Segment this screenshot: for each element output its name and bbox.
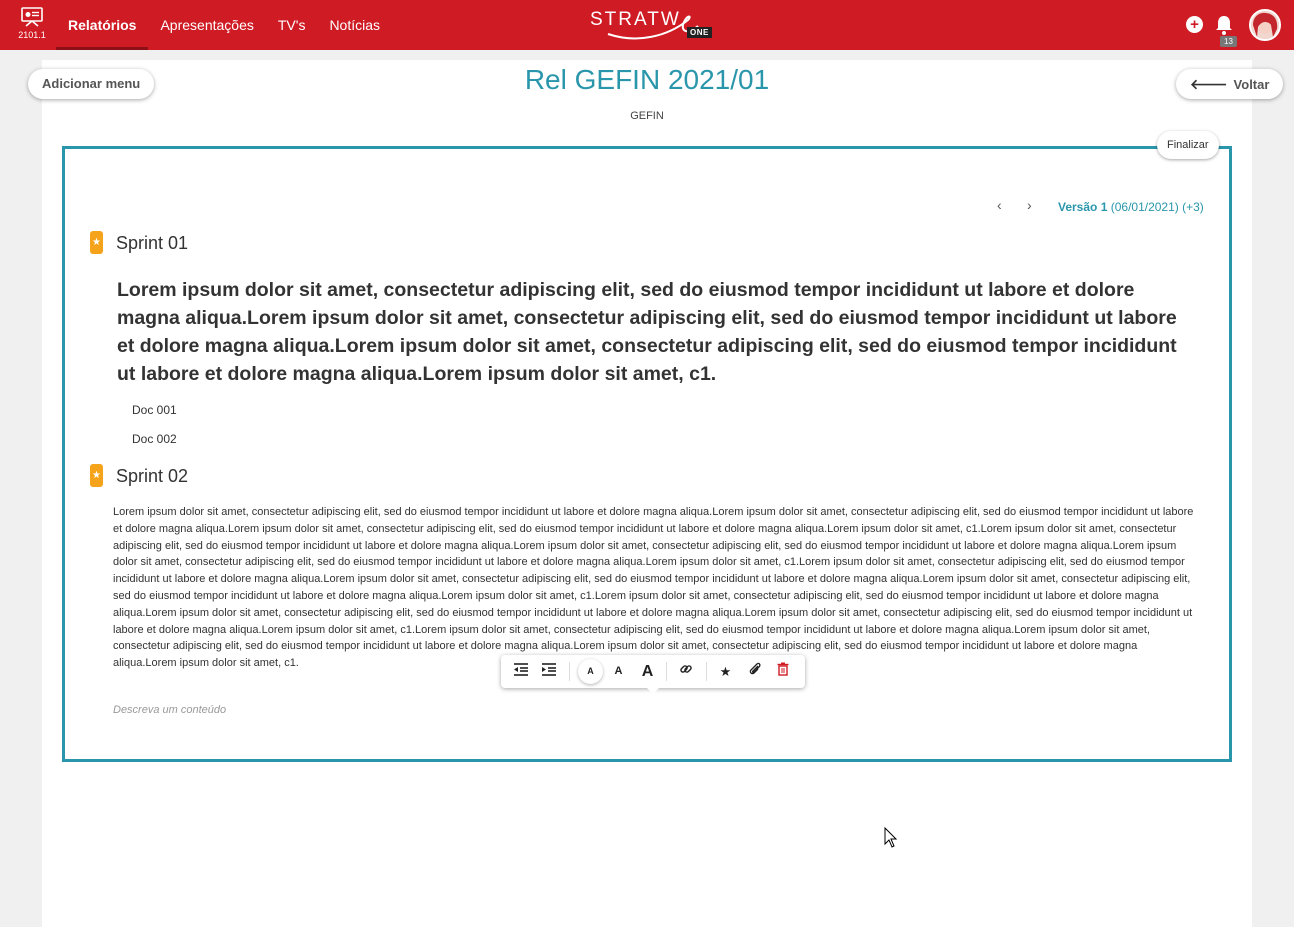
paperclip-icon[interactable] — [742, 659, 767, 684]
brand-name: STRATW — [590, 9, 681, 30]
nav-item-tvs[interactable]: TV's — [277, 17, 306, 33]
nav-item-relatorios[interactable]: Relatórios — [56, 0, 148, 50]
trash-icon[interactable] — [770, 659, 795, 684]
top-navbar — [0, 0, 1294, 50]
version-number: Versão 1 — [1058, 200, 1108, 214]
next-version-icon[interactable]: › — [1027, 197, 1032, 213]
version-label[interactable] — [1058, 200, 1204, 214]
app-version: 2101.1 — [18, 30, 46, 40]
avatar[interactable] — [1249, 9, 1281, 41]
star-icon[interactable]: ★ — [90, 464, 103, 487]
font-size-large-button[interactable]: A — [641, 663, 654, 680]
section-content[interactable]: Lorem ipsum dolor sit amet, consectetur adipiscing elit, sed do eiusmod tempor incididunt ut labore et dolore magna aliqua.Lorem ipsum dolor sit amet, consectetur adipiscing elit, sed do eiusmod tempor incididunt ut labore et dolore magna aliqua.Lorem ipsum dolor sit amet, consectetur adipiscing elit, sed do eiusmod tempor incididunt ut labore et dolore magna aliqua.Lorem ipsum dolor sit amet, c1.Lorem ipsum dolor sit amet, consectetur adipiscing elit, sed do eiusmod tempor incididunt ut labore et dolore magna aliqua.Lorem ipsum dolor sit amet, consectetur adipiscing elit, sed do eiusmod tempor incididunt ut labore et dolore magna aliqua.Lorem ipsum dolor sit amet, consectetur adipiscing elit, sed do eiusmod tempor incididunt ut labore et dolore magna aliqua.Lorem ipsum dolor sit amet, c1.Lorem ipsum dolor sit amet, consectetur adipiscing elit, sed do eiusmod tempor incididunt ut labore et dolore magna aliqua.Lorem ipsum dolor sit amet, consectetur adipiscing elit, sed do eiusmod tempor incididunt ut labore et dolore magna aliqua.Lorem ipsum dolor sit amet, consectetur adipiscing elit, sed do eiusmod tempor incididunt ut labore et dolore magna aliqua.Lorem ipsum dolor sit amet, c1.Lorem ipsum dolor sit amet, consectetur adipiscing elit, sed do eiusmod tempor incididunt ut labore et dolore magna aliqua.Lorem ipsum dolor sit amet, consectetur adipiscing elit, sed do eiusmod tempor incididunt ut labore et dolore magna aliqua.Lorem ipsum dolor sit amet, consectetur adipiscing elit, sed do eiusmod tempor incididunt ut labore et dolore magna aliqua.Lorem ipsum dolor sit amet, c1.Lorem ipsum dolor sit amet, consectetur adipiscing elit, sed do eiusmod tempor incididunt ut labore et dolore magna aliqua.Lorem ipsum dolor sit amet, consectetur adipiscing elit, sed do eiusmod tempor incididunt ut labore et dolore magna aliqua.Lorem ipsum dolor sit amet, consectetur adipiscing elit, sed do eiusmod tempor incididunt ut labore et dolore magna aliqua.Lorem ipsum dolor sit amet, c1. — [113, 506, 1194, 670]
bell-icon[interactable] — [1214, 14, 1234, 36]
toolbar-divider — [666, 662, 667, 681]
doc-link[interactable]: Doc 002 — [132, 432, 177, 446]
back-button-label: Voltar — [1233, 77, 1270, 92]
page-title: Rel GEFIN 2021/01 — [524, 64, 770, 95]
brand-badge: ONE — [687, 27, 712, 38]
finalize-button[interactable]: Finalizar — [1157, 131, 1219, 159]
main-nav — [56, 0, 392, 50]
font-size-small-button[interactable]: A — [578, 659, 603, 684]
star-icon[interactable]: ★ — [719, 664, 732, 679]
outdent-icon[interactable] — [508, 659, 533, 684]
toolbar-divider — [569, 662, 570, 681]
mouse-cursor-icon — [884, 827, 898, 849]
format-toolbar — [501, 655, 805, 688]
arrow-left-icon: 🡐 — [1190, 76, 1228, 92]
font-size-medium-button[interactable]: A — [614, 665, 623, 677]
content-input-placeholder[interactable]: Descreva um conteúdo — [113, 704, 227, 716]
toolbar-divider — [706, 662, 707, 681]
star-icon[interactable]: ★ — [90, 231, 103, 254]
nav-item-apresentacoes[interactable]: Apresentações — [160, 17, 254, 33]
app-logo[interactable] — [14, 6, 50, 46]
brand-logo — [588, 6, 718, 46]
section-title[interactable]: Sprint 01 — [116, 233, 189, 253]
previous-version-icon[interactable]: ‹ — [997, 197, 1002, 213]
presentation-icon — [20, 6, 44, 28]
user-avatar-icon — [1251, 11, 1279, 39]
doc-link[interactable]: Doc 001 — [132, 403, 177, 417]
link-icon[interactable] — [673, 659, 698, 684]
notification-count: 13 — [1220, 36, 1237, 47]
version-detail: (06/01/2021) (+3) — [1110, 200, 1204, 214]
indent-icon[interactable] — [536, 659, 561, 684]
add-menu-button[interactable]: Adicionar menu — [28, 69, 154, 99]
section-title[interactable]: Sprint 02 — [116, 466, 189, 486]
section-content[interactable]: Lorem ipsum dolor sit amet, consectetur adipiscing elit, sed do eiusmod tempor incididunt ut labore et dolore magna aliqua.Lorem ipsum dolor sit amet, consectetur adipiscing elit, sed do eiusmod tempor incididunt ut labore et dolore magna aliqua.Lorem ipsum dolor sit amet, consectetur adipiscing elit, sed do eiusmod tempor incididunt ut labore et dolore magna aliqua.Lorem ipsum dolor sit amet, c1. — [117, 279, 1177, 385]
page-subtitle: GEFIN — [630, 110, 664, 122]
nav-item-noticias[interactable]: Notícias — [329, 17, 381, 33]
add-icon[interactable]: + — [1186, 16, 1203, 33]
